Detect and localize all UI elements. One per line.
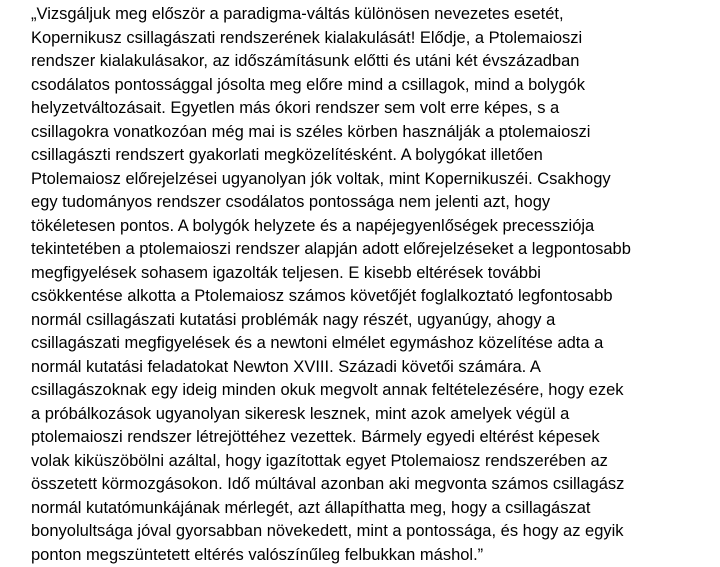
- text-line: csillagokra vonatkozóan még mai is széles körben használják a ptolemaioszi: [31, 121, 711, 145]
- text-line: megfigyelések sohasem igazolták teljesen. E kisebb eltérések további: [31, 262, 711, 286]
- text-line: csodálatos pontossággal jósolta meg előre mind a csillagok, mind a bolygók: [31, 74, 711, 98]
- text-line: bonyolultsága jóval gyorsabban növekedett, mint a pontossága, és hogy az egyik: [31, 520, 711, 544]
- text-line: normál kutatási feladatokat Newton XVIII. Századi követői számára. A: [31, 356, 711, 380]
- text-line: csillagászati megfigyelések és a newtoni elmélet egymáshoz közelítése adta a: [31, 332, 711, 356]
- text-line: egy tudományos rendszer csodálatos pontossága nem jelenti azt, hogy: [31, 191, 711, 215]
- text-line: „Vizsgáljuk meg először a paradigma-váltás különösen nevezetes esetét,: [31, 3, 711, 27]
- text-line: csillagászoknak egy ideig minden okuk megvolt annak feltételezésére, hogy ezek: [31, 379, 711, 403]
- text-line: a próbálkozások ugyanolyan sikeresk lesznek, mint azok amelyek végül a: [31, 403, 711, 427]
- text-line: összetett körmozgásokon. Idő múltával azonban aki megvonta számos csillagász: [31, 473, 711, 497]
- text-line: normál kutatómunkájának mérlegét, azt állapíthatta meg, hogy a csillagászat: [31, 497, 711, 521]
- text-line: rendszer kialakulásakor, az időszámításunk előtti és utáni két évszázadban: [31, 50, 711, 74]
- text-line: ponton megszüntetett eltérés valószínűleg felbukkan máshol.”: [31, 544, 711, 567]
- text-line: csillagászti rendszert gyakorlati megközelítésként. A bolygókat illetően: [31, 144, 711, 168]
- text-line: Ptolemaiosz előrejelzései ugyanolyan jók voltak, mint Kopernikuszéi. Csakhogy: [31, 168, 711, 192]
- text-line: volak kiküszöbölni azáltal, hogy igazítottak egyet Ptolemaiosz rendszerében az: [31, 450, 711, 474]
- text-line: helyzetváltozásait. Egyetlen más ókori rendszer sem volt erre képes, s a: [31, 97, 711, 121]
- text-line: normál csillagászati kutatási problémák nagy részét, ugyanúgy, ahogy a: [31, 309, 711, 333]
- text-line: Kopernikusz csillagászati rendszerének kialakulását! Elődje, a Ptolemaioszi: [31, 27, 711, 51]
- text-line: ptolemaioszi rendszer létrejöttéhez vezettek. Bármely egyedi eltérést képesek: [31, 426, 711, 450]
- text-line: csökkentése alkotta a Ptolemaiosz számos követőjét foglalkoztató legfontosabb: [31, 285, 711, 309]
- text-line: tökéletesen pontos. A bolygók helyzete és a napéjegyenlőségek precessziója: [31, 215, 711, 239]
- text-line: tekintetében a ptolemaioszi rendszer alapján adott előrejelzéseket a legpontosabb: [31, 238, 711, 262]
- quote-paragraph: [31, 3, 711, 567]
